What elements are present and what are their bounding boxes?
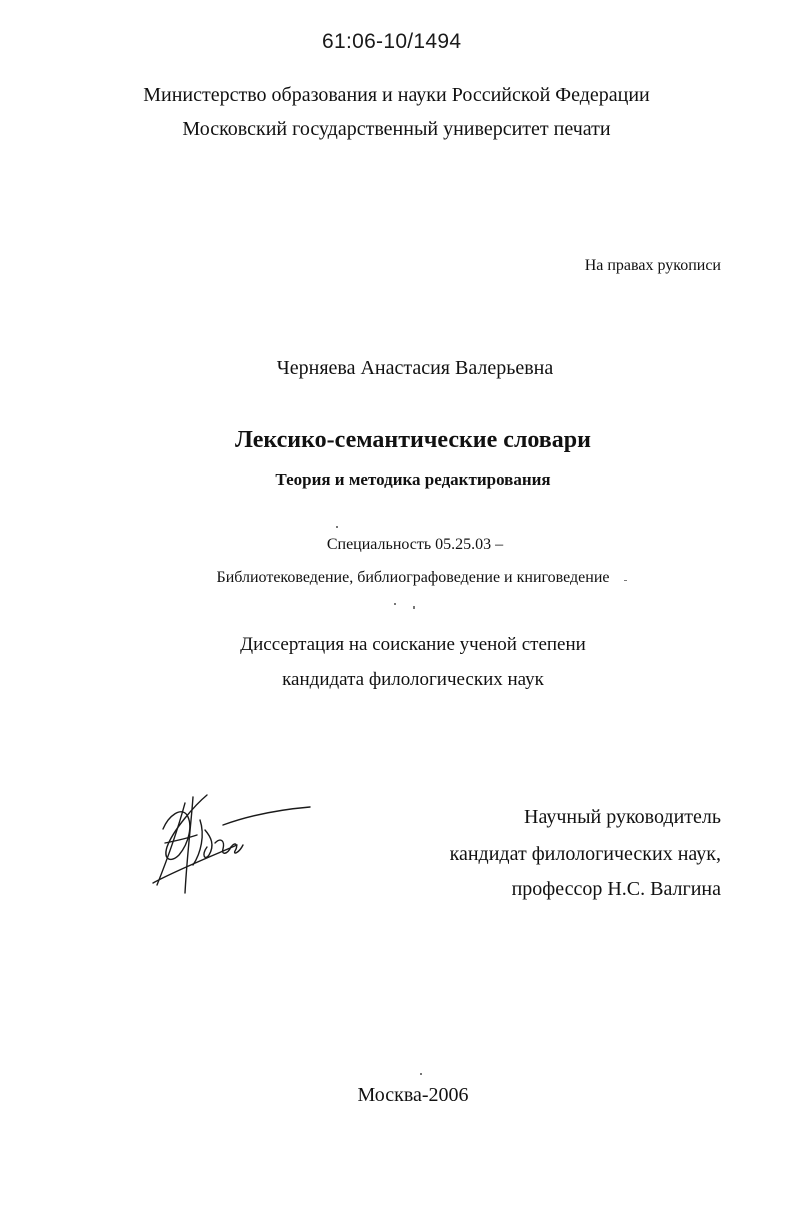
advisor-role: Научный руководитель: [524, 806, 721, 828]
specialty-name: Библиотековедение, библиографоведение и книговедение: [216, 569, 610, 586]
scan-speck: [413, 606, 415, 609]
dissertation-title: Лексико-семантические словари: [235, 427, 591, 453]
university-heading: Московский государственный университет печати: [182, 118, 611, 140]
advisor-name: профессор Н.С. Валгина: [511, 878, 721, 900]
degree-field: кандидата филологических наук: [282, 669, 544, 690]
scan-speck: [624, 580, 627, 581]
advisor-degree: кандидат филологических наук,: [449, 843, 721, 865]
place-year: Москва-2006: [357, 1084, 469, 1106]
manuscript-rights-note: На правах рукописи: [584, 257, 721, 274]
scan-speck: [394, 603, 396, 605]
archive-stamp: 61:06-10/1494: [322, 30, 462, 53]
scan-speck: [336, 526, 338, 528]
signature-icon: [145, 785, 320, 900]
degree-statement: Диссертация на соискание ученой степени: [240, 634, 586, 655]
dissertation-subtitle: Теория и методика редактирования: [275, 470, 551, 489]
ministry-heading: Министерство образования и науки Российской Федерации: [143, 84, 650, 106]
specialty-code: Специальность 05.25.03 –: [326, 536, 504, 553]
author-name: Черняева Анастасия Валерьевна: [276, 357, 554, 379]
scan-speck: [420, 1073, 422, 1075]
